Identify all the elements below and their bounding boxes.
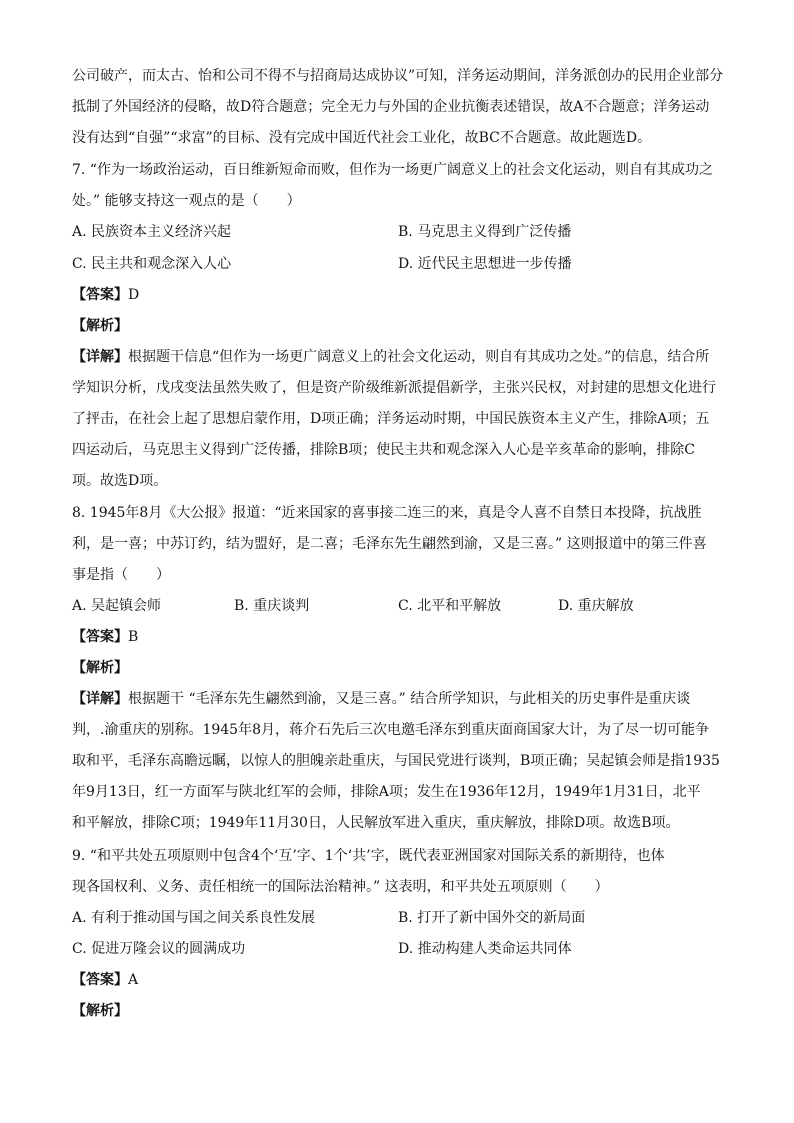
answer-value: D [128, 287, 140, 303]
answer-value: A [128, 972, 139, 988]
q8-stem-line-3: 事是指（ ） [72, 567, 170, 583]
q8-option-c: C. 北平和平解放 [398, 598, 502, 614]
q8-stem-line-1: 8. 1945年8月《大公报》报道：“近来国家的喜事接二连三的来，真是令人喜不自禁日本投降，抗战胜 [72, 505, 702, 521]
q8-option-d: D. 重庆解放 [558, 598, 634, 614]
detail-tag: 【详解】 [72, 691, 128, 707]
q7-option-d: D. 近代民主思想进一步传播 [398, 256, 572, 272]
q8-detail-line-1 [72, 689, 732, 709]
q9-stem-line-1: 9. “和平共处五项原则中包含4个‘互’字、1个‘共’字，既代表亚洲国家对国际关系的新期待，也体 [72, 848, 665, 864]
detail-text: 根据题干信息“但作为一场更广阔意义上的社会文化运动，则自有其成功之处。”的信息，结合所 [128, 349, 710, 365]
q7-stem-line-2: 处。” 能够支持这一观点的是（ ） [72, 193, 301, 209]
q7-option-c: C. 民主共和观念深入人心 [72, 256, 232, 272]
q9-option-d: D. 推动构建人类命运共同体 [398, 941, 572, 957]
q8-option-b: B. 重庆谈判 [234, 598, 310, 614]
q7-analysis-tag: 【解析】 [72, 318, 128, 334]
q7-stem-line-1: 7. “作为一场政治运动，百日维新短命而败，但作为一场更广阔意义上的社会文化运动，则自有其成功之 [72, 162, 713, 178]
prev-explanation-line-3: 没有达到“自强”“求富”的目标、没有完成中国近代社会工业化，故BC不合题意。故此题选D。 [72, 130, 652, 146]
q9-stem-line-2: 现各国权利、义务、责任相统一的国际法治精神。” 这表明，和平共处五项原则（ ） [72, 879, 609, 895]
answer-tag: 【答案】 [72, 629, 128, 645]
q7-detail-line-2: 学知识分析，戊戌变法虽然失败了，但是资产阶级维新派提倡新学，主张兴民权，对封建的思想文化进行 [72, 380, 716, 396]
q9-option-c: C. 促进万隆会议的圆满成功 [72, 941, 246, 957]
q9-analysis-tag: 【解析】 [72, 1003, 128, 1019]
detail-text: 根据题干 “毛泽东先生翩然到渝，又是三喜。” 结合所学知识，与此相关的历史事件是重庆谈 [128, 691, 691, 707]
prev-explanation-line-2: 抵制了外国经济的侵略，故D符合题意；完全无力与外国的企业抗衡表述错误，故A不合题意；洋务运动 [72, 99, 710, 115]
q7-detail-line-3: 了抨击，在社会上起了思想启蒙作用，D项正确；洋务运动时期，中国民族资本主义产生，排除A项；五 [72, 411, 710, 427]
q9-answer [72, 970, 732, 990]
q8-detail-line-2: 判，.渝重庆的别称。1945年8月，蒋介石先后三次电邀毛泽东到重庆面商国家大计，为了尽一切可能争 [72, 722, 709, 738]
detail-tag: 【详解】 [72, 349, 128, 365]
q7-answer [72, 285, 732, 305]
q7-option-b: B. 马克思主义得到广泛传播 [398, 224, 572, 240]
answer-value: B [128, 629, 139, 645]
q9-option-a: A. 有利于推动国与国之间关系良性发展 [72, 910, 316, 926]
q8-detail-line-4: 年9月13日，红一方面军与陕北红军的会师，排除A项；发生在1936年12月，1949年1月31日，北平 [72, 784, 701, 800]
q8-detail-line-5: 和平解放，排除C项；1949年11月30日，人民解放军进入重庆，重庆解放，排除D项。故选B项。 [72, 815, 680, 831]
q9-option-b: B. 打开了新中国外交的新局面 [398, 910, 586, 926]
q8-answer [72, 627, 732, 647]
prev-explanation-line-1: 公司破产，而太古、怡和公司不得不与招商局达成协议”可知，洋务运动期间，洋务派创办的民用企业部分 [72, 68, 724, 84]
answer-tag: 【答案】 [72, 972, 128, 988]
q7-detail-line-5: 项。故选D项。 [72, 473, 168, 489]
q8-option-a: A. 吴起镇会师 [72, 598, 162, 614]
q7-detail-line-1 [72, 347, 732, 367]
q7-detail-line-4: 四运动后，马克思主义得到广泛传播，排除B项；使民主共和观念深入人心是辛亥革命的影响，排除C [72, 442, 695, 458]
q8-detail-line-3: 取和平，毛泽东高瞻远瞩，以惊人的胆魄亲赴重庆，与国民党进行谈判，B项正确；吴起镇会师是指1935 [72, 753, 720, 769]
q8-stem-line-2: 利，是一喜；中苏订约，结为盟好，是二喜；毛泽东先生翩然到渝，又是三喜。” 这则报道中的第三件喜 [72, 536, 707, 552]
answer-tag: 【答案】 [72, 287, 128, 303]
q8-analysis-tag: 【解析】 [72, 660, 128, 676]
q7-option-a: A. 民族资本主义经济兴起 [72, 224, 232, 240]
